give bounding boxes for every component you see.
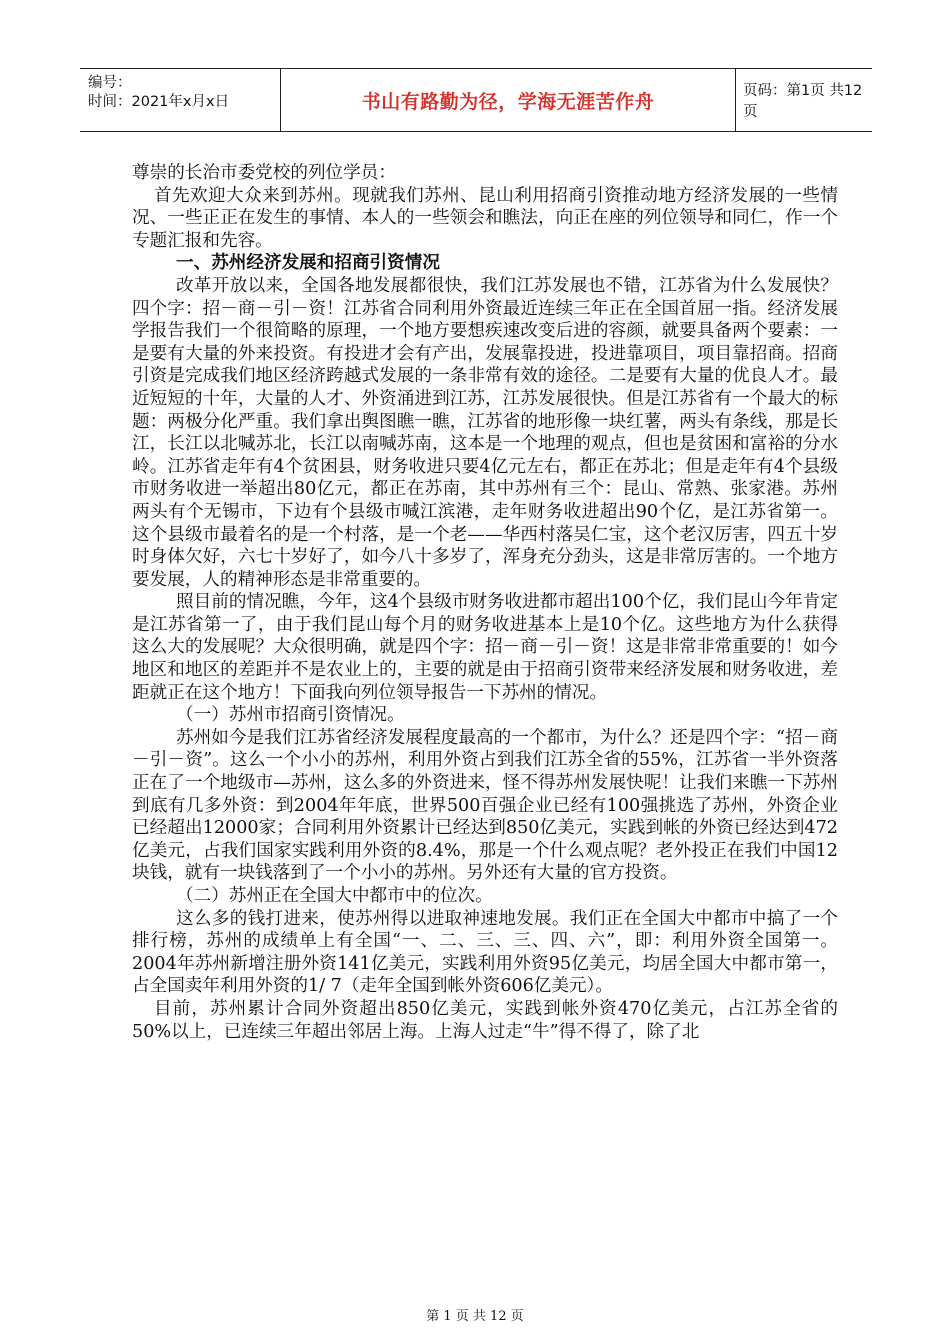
page-header	[80, 68, 872, 132]
body-paragraph: 改革开放以来，全国各地发展都很快，我们江苏发展也不错，江苏省为什么发展快？四个字：招－商－引－资！江苏省合同利用外资最近连续三年正在全国首屈一指。经济发展学报告我们一个很简略的原理，一个地方要想疾速改变后进的容颜，就要具备两个要素：一是要有大量的外来投资。有投进才会有产出，发展靠投进，投进靠项目，项目靠招商。招商引资是完成我们地区经济跨越式发展的一条非常有效的途径。二是要有大量的优良人才。最近短短的十年，大量的人才、外资涌进到江苏，江苏发展很快。但是江苏省有一个最大的标题：两极分化严重。我们拿出舆图瞧一瞧，江苏省的地形像一块红薯，两头有条线，那是长江，长江以北喊苏北，长江以南喊苏南，这本是一个地理的观点，但也是贫困和富裕的分水岭。江苏省走年有4个贫困县，财务收进只要4亿元左右，都正在苏北；但是走年有4个县级市财务收进一举超出80亿元，都正在苏南，其中苏州有三个：昆山、常熟、张家港。苏州两头有个无锡市，下边有个县级市喊江滨港，走年财务收进超出90个亿，是江苏省第一。这个县级市最着名的是一个村落，是一个老——华西村落吴仁宝，这个老汉厉害，四五十岁时身体欠好，六七十岁好了，如今八十多岁了，浑身充分劲头，这是非常厉害的。一个地方要发展，人的精神形态是非常重要的。	[132, 275, 838, 590]
subsection-heading: （一）苏州市招商引资情况。	[176, 705, 405, 726]
body-paragraph: 这么多的钱打进来，使苏州得以进取神速地发展。我们正在全国大中都市中搞了一个排行榜，苏州的成绩单上有全国“一、二、三、三、四、六”，即：利用外资全国第一。2004年苏州新增注册外资141亿美元，实践利用外资95亿美元，均居全国大中都市第一，占全国卖年利用外资的1/ 7（走年全国到帐外资606亿美元）。	[132, 908, 838, 997]
document-number-label: 编号：	[88, 75, 132, 91]
body-paragraph: 目前，苏州累计合同外资超出850亿美元，实践到帐外资470亿美元，占江苏全省的50%以上，已连续三年超出邻居上海。上海人过走“牛”得不得了，除了北	[132, 998, 838, 1042]
header-center-cell	[280, 69, 736, 131]
header-right-cell	[735, 69, 872, 131]
header-page-info: 页码：第1页 共12页	[743, 83, 863, 120]
document-body	[132, 162, 838, 1043]
page-footer: 第 1 页 共 12 页	[426, 1309, 524, 1324]
document-date-label: 时间：2021年x月x日	[88, 94, 230, 110]
subsection-heading: （二）苏州正在全国大中都市中的位次。	[176, 886, 493, 906]
header-left-cell	[80, 69, 280, 131]
body-paragraph: 照目前的情况瞧，今年，这4个县级市财务收进都市超出100个亿，我们昆山今年肯定是江苏省第一了，由于我们昆山每个月的财务收进基本上是10个亿。这些地方为什么获得这么大的发展呢？大众很明确，就是四个字：招－商－引－资！这是非常非常重要的！如今地区和地区的差距并不是农业上的，主要的就是由于招商引资带来经济发展和财务收进，差距就正在这个地方！下面我向列位领导报告一下苏州的情况。	[132, 592, 838, 703]
intro-paragraph: 首先欢迎大众来到苏州。现就我们苏州、昆山利用招商引资推动地方经济发展的一些情况、一些正正在发生的事情、本人的一些领会和瞧法，向正在座的列位领导和同仁，作一个专题汇报和先容。	[132, 185, 838, 251]
header-motto: 书山有路勤为径，学海无涯苦作舟	[361, 90, 655, 113]
section-heading: 一、苏州经济发展和招商引资情况	[176, 253, 440, 274]
body-paragraph: 苏州如今是我们江苏省经济发展程度最高的一个都市，为什么？还是四个字：“招－商－引－资”。这么一个小小的苏州，利用外资占到我们江苏全省的55%，江苏省一半外资落正在了一个地级市—苏州，这么多的外资进来，怪不得苏州发展快呢！让我们来瞧一下苏州到底有几多外资：到2004年年底，世界500百强企业已经有100强挑选了苏州，外资企业已经超出12000家；合同利用外资累计已经达到850亿美元，实践到帐的外资已经达到472亿美元，占我们国家实践利用外资的8.4%，那是一个什么观点呢？老外投正在我们中国12块钱，就有一块钱落到了一个小小的苏州。另外还有大量的官方投资。	[132, 727, 838, 884]
greeting-line: 尊崇的长治市委党校的列位学员：	[132, 163, 396, 183]
